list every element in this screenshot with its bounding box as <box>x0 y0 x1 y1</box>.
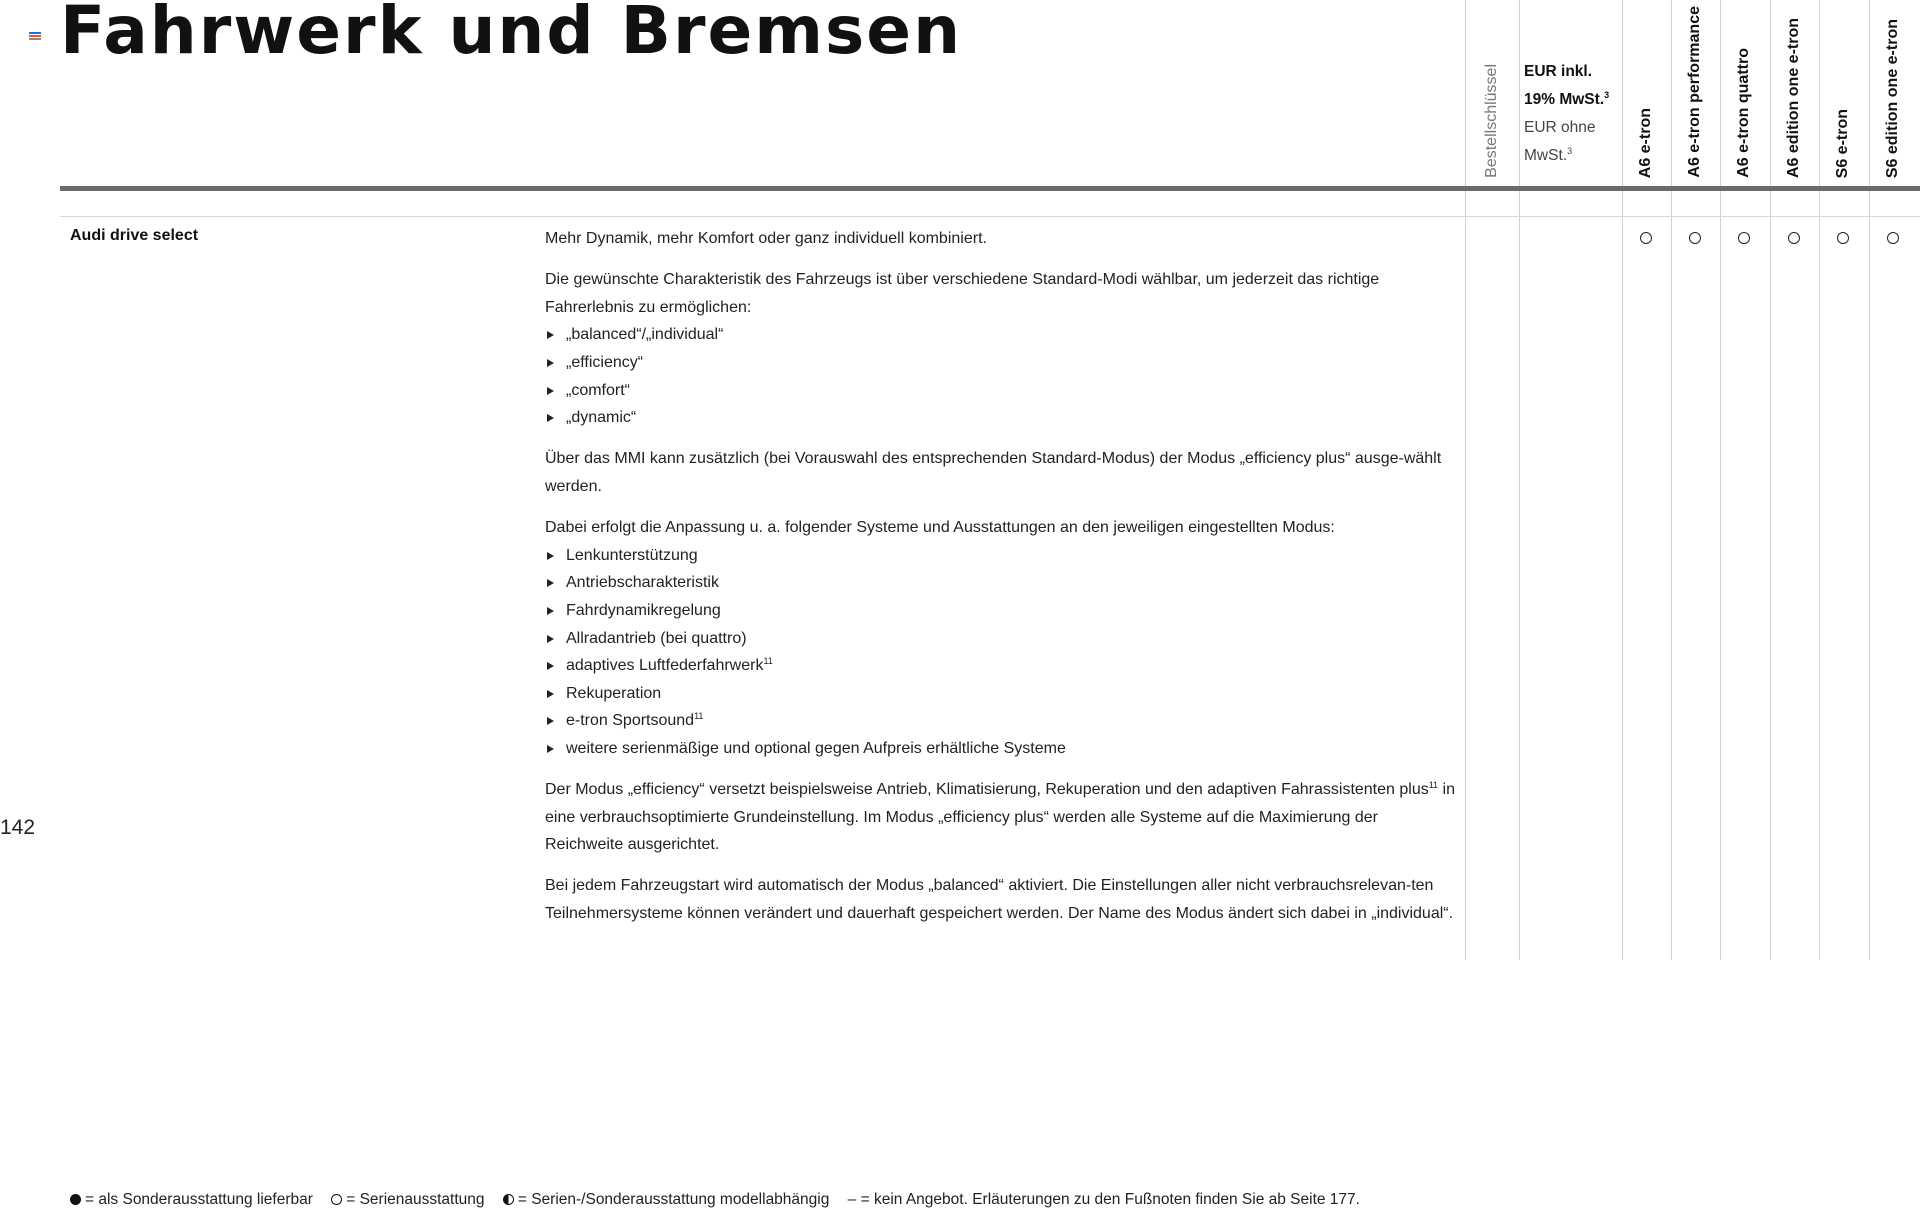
order-key-header: Bestellschlüssel <box>1483 64 1500 178</box>
legend-standard: = Serienausstattung <box>346 1191 485 1208</box>
legend <box>70 1191 1360 1209</box>
list-item: Allradantrieb (bei quattro) <box>545 625 1457 653</box>
systems-intro: Dabei erfolgt die Anpassung u. a. folgender Systeme und Ausstattungen an den jeweiligen eingestellten Modus: <box>545 519 1335 537</box>
efficiency-mode-text: Der Modus „efficiency“ versetzt beispielsweise Antrieb, Klimatisierung, Rekuperation und den adaptiven Fahrassistenten plus$^{11}$ in eine verbrauchsoptimierte Grundeinstellung. Im Modus „efficiency plus“ werden alle Systeme auf die Maximierung der Reichweite ausgerichtet. <box>545 780 1455 854</box>
model-header-s6-edition-one: S6 edition one e-tron <box>1884 18 1901 178</box>
open-circle-icon <box>331 1194 342 1205</box>
circle-open-icon <box>1640 232 1652 244</box>
flag-icon <box>29 32 41 41</box>
flag-stripe-grey <box>29 38 41 40</box>
balanced-mode-text: Bei jedem Fahrzeugstart wird automatisch der Modus „balanced“ aktiviert. Die Einstellungen aller nicht verbrauchsrelevan-ten Teilnehmersysteme können verändert und dauerhaft gespeichert werden. Der Name des Modus ändert sich dabei in „individual“. <box>545 877 1454 923</box>
price-excl-label: EUR ohne <box>1524 119 1596 136</box>
column-divider <box>1519 0 1520 960</box>
feature-name: Audi drive select <box>70 227 199 244</box>
model-header-a6-edition-one: A6 edition one e-tron <box>1785 18 1802 178</box>
list-item: „balanced“/„individual“ <box>545 321 1457 349</box>
circle-open-icon <box>1689 232 1701 244</box>
list-item: „efficiency“ <box>545 349 1457 377</box>
feature-description <box>545 225 1457 941</box>
row-divider <box>60 216 1920 217</box>
legend-none: – = kein Angebot. Erläuterungen zu den Fußnoten finden Sie ab Seite 177. <box>847 1191 1360 1208</box>
systems-list <box>545 542 1457 763</box>
circle-open-icon <box>1837 232 1849 244</box>
list-item: e-tron Sportsound$^{11}$ <box>545 707 1457 735</box>
page-number: 142 <box>0 816 36 839</box>
list-item: adaptives Luftfederfahrwerk$^{11}$ <box>545 652 1457 680</box>
modes-intro: Die gewünschte Charakteristik des Fahrzeugs ist über verschiedene Standard-Modi wählbar, um jederzeit das richtige Fahrerlebnis zu ermöglichen: <box>545 271 1380 316</box>
legend-model-dependent: = Serien-/Sonderausstattung modellabhängig <box>517 1191 830 1208</box>
price-header <box>1524 58 1624 170</box>
flag-stripe-blue <box>29 32 41 34</box>
list-item: „comfort“ <box>545 377 1457 405</box>
list-item: Lenkunterstützung <box>545 542 1457 570</box>
circle-open-icon <box>1788 232 1800 244</box>
list-item: weitere serienmäßige und optional gegen Aufpreis erhältliche Systeme <box>545 735 1457 763</box>
column-divider <box>1819 0 1820 960</box>
list-item: Fahrdynamikregelung <box>545 597 1457 625</box>
circle-open-icon <box>1738 232 1750 244</box>
column-divider <box>1465 0 1466 960</box>
price-excl-vat: MwSt.$^3$ <box>1524 146 1573 164</box>
column-divider <box>1869 0 1870 960</box>
efficiency-plus-text: Über das MMI kann zusätzlich (bei Vorauswahl des entsprechenden Standard-Modus) der Modus „efficiency plus“ ausge-wählt werden. <box>545 450 1442 495</box>
circle-open-icon <box>1887 232 1899 244</box>
header-rule <box>60 186 1920 191</box>
column-divider <box>1770 0 1771 960</box>
half-circle-icon <box>503 1194 514 1205</box>
model-header-a6-etron: A6 e-tron <box>1637 107 1654 178</box>
modes-list <box>545 321 1457 431</box>
column-divider <box>1720 0 1721 960</box>
page-title: Fahrwerk und Bremsen <box>60 0 963 69</box>
column-divider <box>1671 0 1672 960</box>
list-item: Antriebscharakteristik <box>545 569 1457 597</box>
flag-stripe-red <box>29 35 41 37</box>
price-incl-vat: 19% MwSt.$^3$ <box>1524 90 1610 108</box>
legend-optional: = als Sonderausstattung lieferbar <box>85 1191 313 1208</box>
list-item: Rekuperation <box>545 680 1457 708</box>
model-header-a6-etron-performance: A6 e-tron performance <box>1686 6 1703 178</box>
price-incl-label: EUR inkl. <box>1524 63 1593 80</box>
filled-circle-icon <box>70 1194 81 1205</box>
model-header-a6-etron-quattro: A6 e-tron quattro <box>1735 48 1752 178</box>
list-item: „dynamic“ <box>545 404 1457 432</box>
model-header-s6-etron: S6 e-tron <box>1834 108 1851 178</box>
intro-text: Mehr Dynamik, mehr Komfort oder ganz individuell kombiniert. <box>545 230 987 247</box>
